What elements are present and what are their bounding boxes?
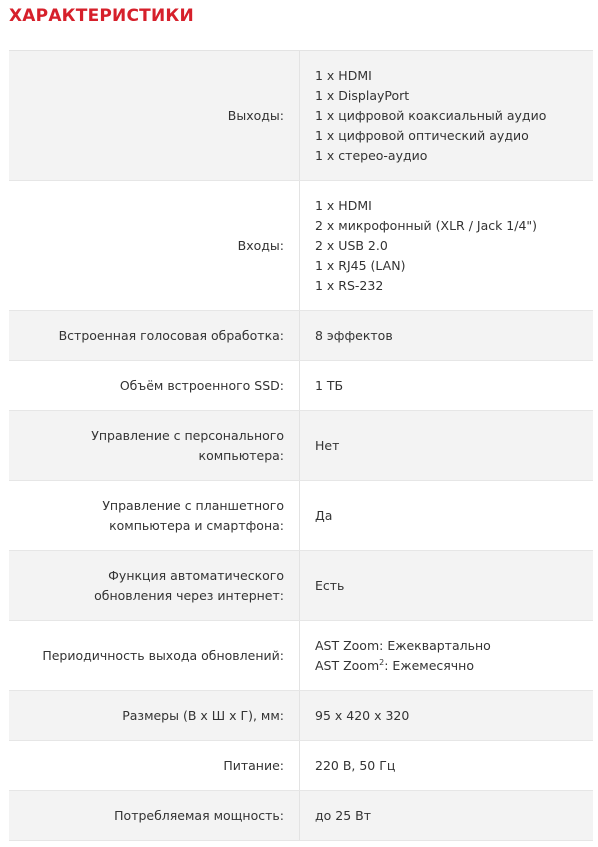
spec-label xyxy=(9,741,300,790)
spec-value xyxy=(300,551,593,620)
spec-label-text: Встроенная голосовая обработка: xyxy=(58,327,284,343)
spec-row xyxy=(9,791,593,841)
spec-label xyxy=(9,311,300,360)
spec-row xyxy=(9,411,593,481)
spec-value-line: до 25 Вт xyxy=(315,807,371,823)
spec-value-line: AST Zoom: Ежеквартально xyxy=(315,637,491,653)
spec-value-line xyxy=(315,656,583,676)
spec-label-text: Входы: xyxy=(237,237,284,253)
spec-value-line: 2 x USB 2.0 xyxy=(315,237,388,253)
spec-value-line: 1 x цифровой оптический аудио xyxy=(315,127,529,143)
spec-value-suffix: : Ежемесячно xyxy=(384,657,474,673)
spec-row xyxy=(9,311,593,361)
spec-label xyxy=(9,361,300,410)
spec-value-line: 8 эффектов xyxy=(315,327,393,343)
spec-value-line: 95 x 420 x 320 xyxy=(315,707,410,723)
spec-value xyxy=(300,481,593,550)
spec-label xyxy=(9,181,300,310)
spec-row xyxy=(9,51,593,181)
spec-value xyxy=(300,621,593,690)
spec-row xyxy=(9,481,593,551)
spec-value-line: 1 x RJ45 (LAN) xyxy=(315,257,406,273)
spec-value-line: Да xyxy=(315,507,333,523)
spec-row xyxy=(9,551,593,621)
spec-row xyxy=(9,741,593,791)
spec-label-text: Питание: xyxy=(223,757,284,773)
spec-label-text: Выходы: xyxy=(227,107,284,123)
specifications-table xyxy=(9,50,593,841)
spec-value-line: 2 x микрофонный (XLR / Jack 1/4") xyxy=(315,217,538,233)
spec-label-text: Объём встроенного SSD: xyxy=(119,377,284,393)
spec-label xyxy=(9,551,300,620)
spec-value xyxy=(300,181,593,310)
spec-label xyxy=(9,481,300,550)
spec-value xyxy=(300,791,593,840)
spec-value-line: Есть xyxy=(315,577,345,593)
spec-label-text: Размеры (В x Ш x Г), мм: xyxy=(122,707,284,723)
spec-value xyxy=(300,741,593,790)
spec-value xyxy=(300,311,593,360)
spec-label-text: Потребляемая мощность: xyxy=(114,807,284,823)
spec-value-line: 1 x HDMI xyxy=(315,197,372,213)
spec-value-line: 1 x HDMI xyxy=(315,67,372,83)
spec-value-line: 1 x цифровой коаксиальный аудио xyxy=(315,107,547,123)
spec-row xyxy=(9,621,593,691)
spec-value-superscript: 2 xyxy=(379,657,385,667)
spec-label xyxy=(9,621,300,690)
spec-row xyxy=(9,691,593,741)
spec-label xyxy=(9,791,300,840)
spec-value-line: Нет xyxy=(315,437,340,453)
spec-value-line: 220 В, 50 Гц xyxy=(315,757,396,773)
spec-value-line: 1 ТБ xyxy=(315,377,344,393)
spec-label xyxy=(9,691,300,740)
spec-label-text: Периодичность выхода обновлений: xyxy=(42,647,284,663)
spec-value-line: 1 x DisplayPort xyxy=(315,87,410,103)
spec-value-prefix: AST Zoom xyxy=(315,657,380,673)
spec-row xyxy=(9,181,593,311)
spec-value xyxy=(300,411,593,480)
spec-value xyxy=(300,361,593,410)
spec-value xyxy=(300,51,593,180)
spec-row xyxy=(9,361,593,411)
spec-label xyxy=(9,51,300,180)
spec-label-text: Функция автоматического обновления через интернет: xyxy=(94,567,284,603)
spec-value-line: 1 x стерео-аудио xyxy=(315,147,428,163)
spec-value xyxy=(300,691,593,740)
page-title: ХАРАКТЕРИСТИКИ xyxy=(9,6,194,26)
spec-value-line: 1 x RS-232 xyxy=(315,277,384,293)
spec-label-text: Управление с планшетного компьютера и смартфона: xyxy=(102,497,284,533)
spec-label xyxy=(9,411,300,480)
spec-label-text: Управление с персонального компьютера: xyxy=(91,427,284,463)
